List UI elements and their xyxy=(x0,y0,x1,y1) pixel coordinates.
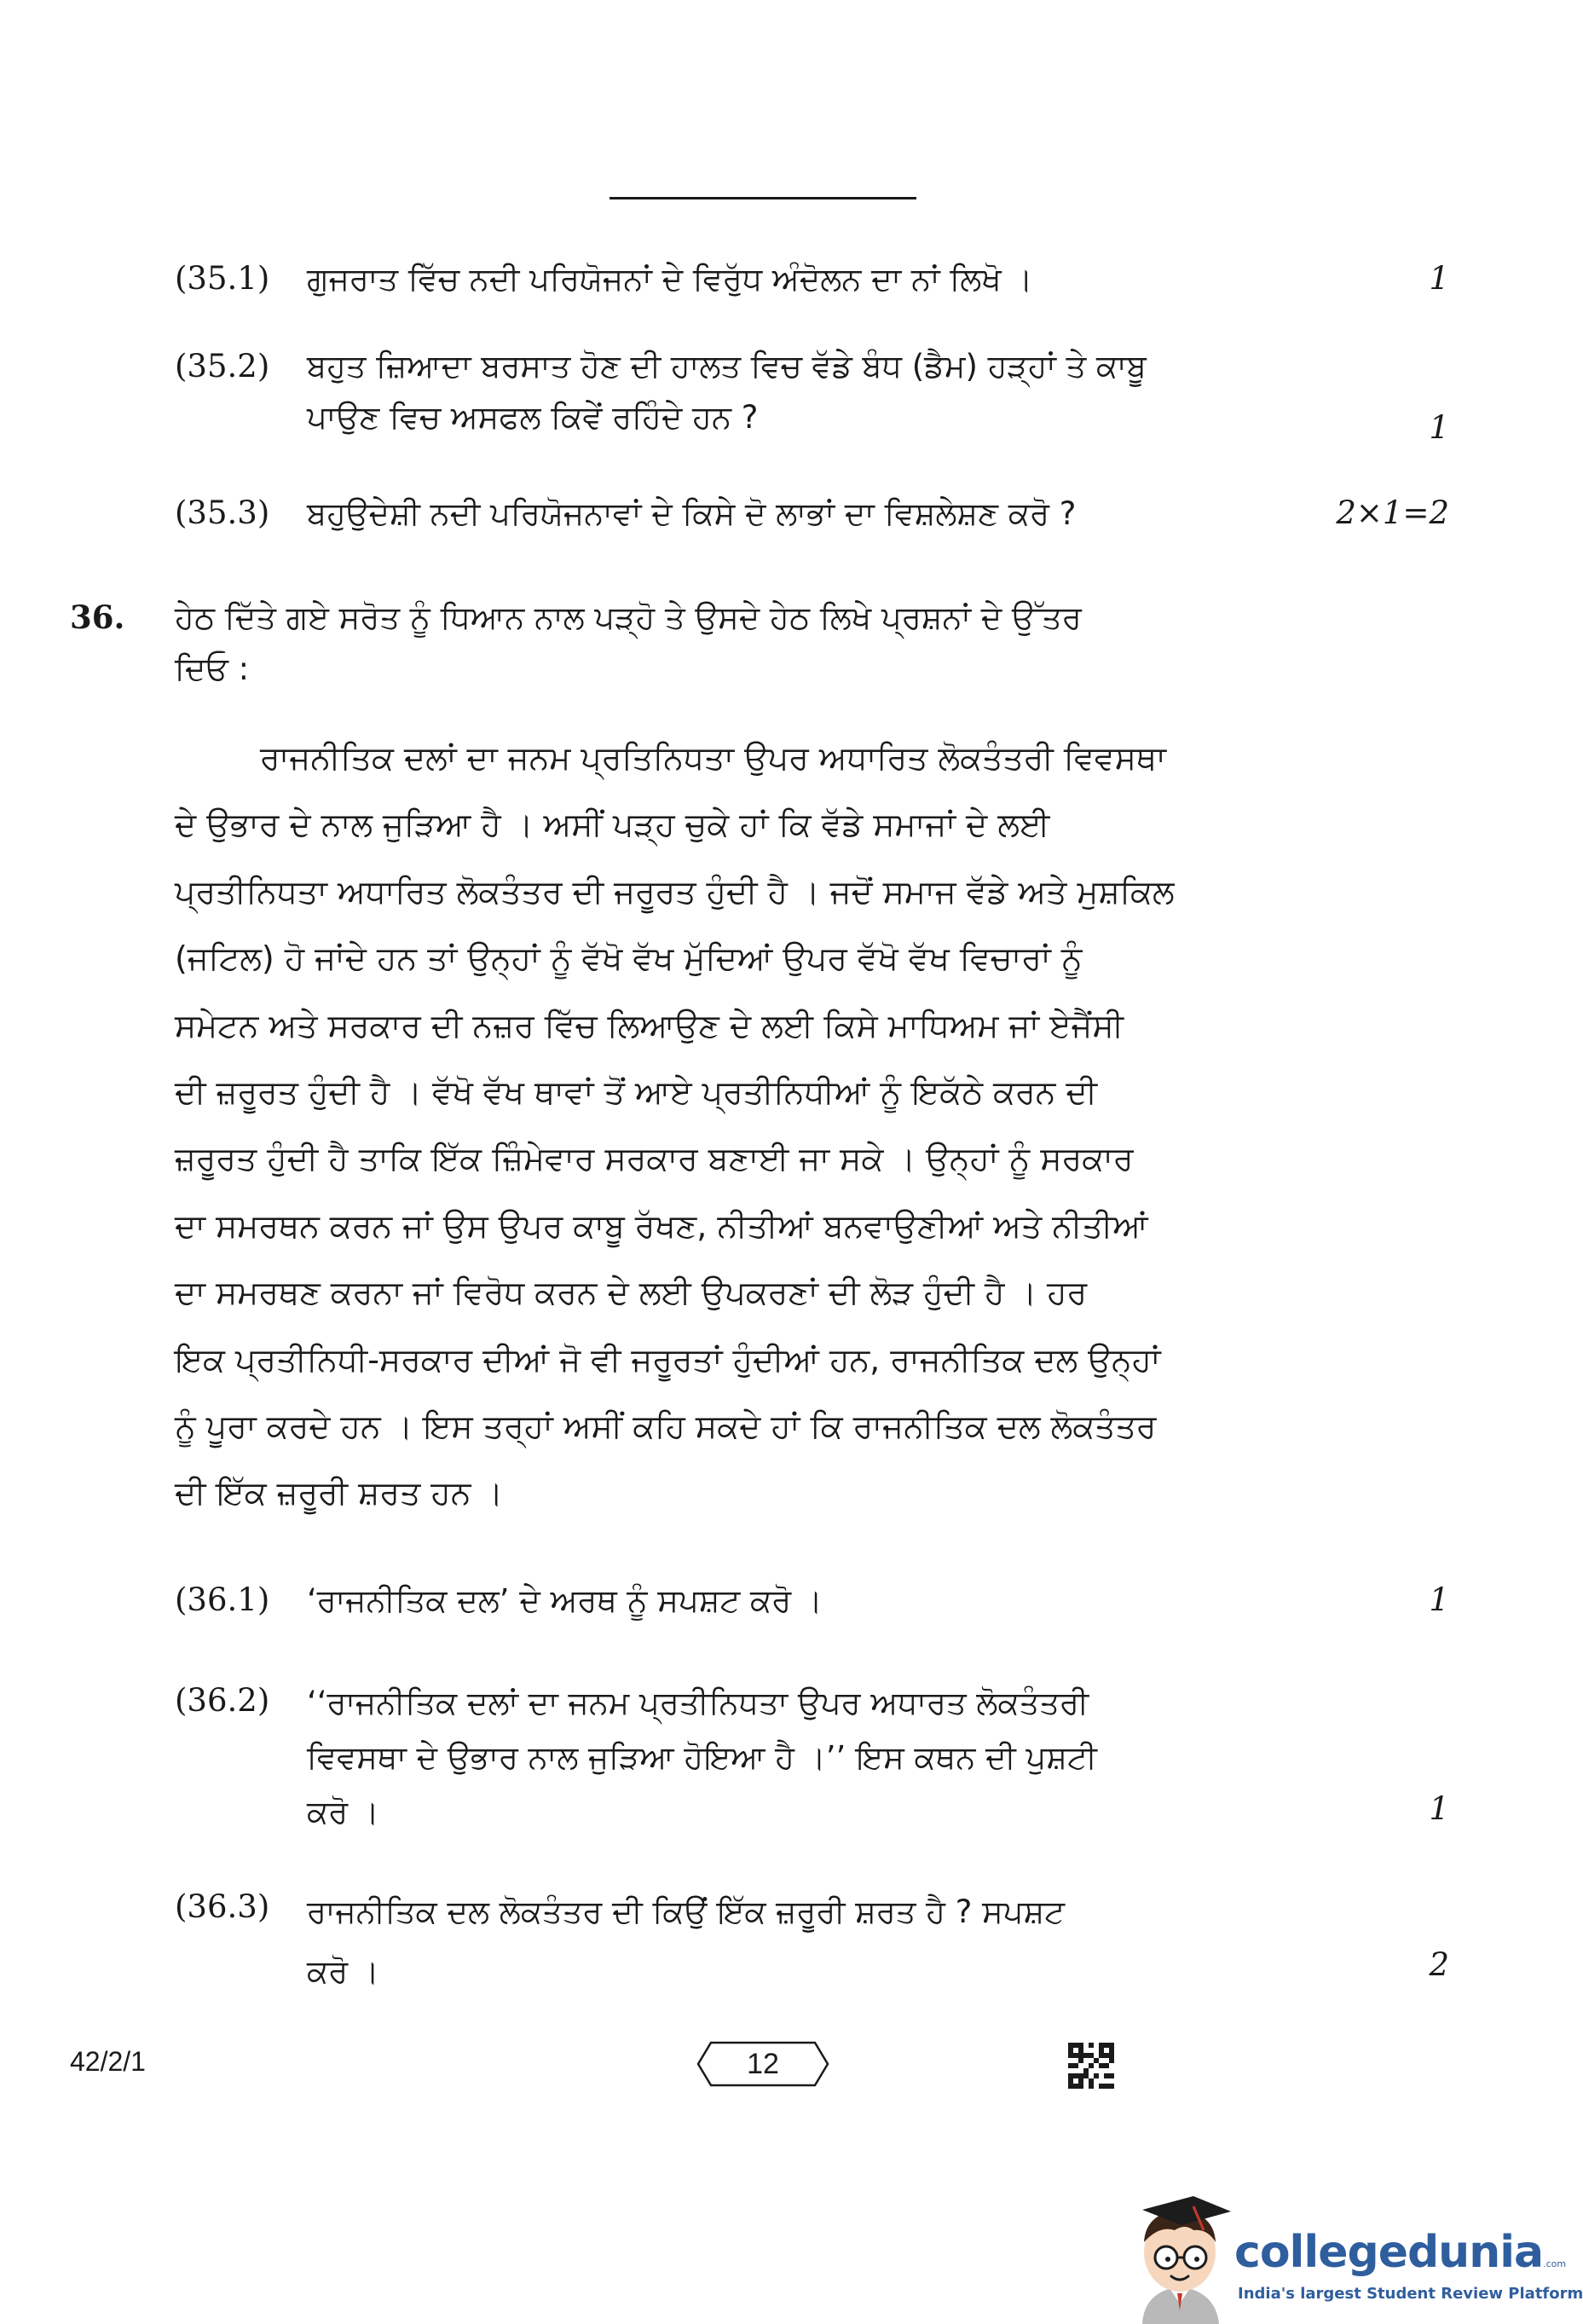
source-passage: ਰਾਜਨੀਤਿਕ ਦਲਾਂ ਦਾ ਜਨਮ ਪ੍ਰਤਿਨਿਧਤਾ ਉਪਰ ਅਧਾਰਿਤ ਲੋਕਤੰਤਰੀ ਵਿਵਸਥਾ ਦੇ ਉਭਾਰ ਦੇ ਨਾਲ ਜੁੜਿਆ ਹੈ । ਅਸੀਂ ਪੜ੍ਹ ਚੁਕੇ ਹਾਂ ਕਿ ਵੱਡੇ ਸਮਾਜਾਂ ਦੇ ਲਈ ਪ੍ਰਤੀਨਿਧਤਾ ਅਧਾਰਿਤ ਲੋਕਤੰਤਰ ਦੀ ਜਰੂਰਤ ਹੁੰਦੀ ਹੈ । ਜਦੋਂ ਸਮਾਜ ਵੱਡੇ ਅਤੇ ਮੁਸ਼ਕਿਲ (ਜਟਿਲ) ਹੋ ਜਾਂਦੇ ਹਨ ਤਾਂ ਉਨ੍ਹਾਂ ਨੂੰ ਵੱਖੋ ਵੱਖ ਮੁੱਦਿਆਂ ਉਪਰ ਵੱਖੋ ਵੱਖ ਵਿਚਾਰਾਂ ਨੂੰ ਸਮੇਟਨ ਅਤੇ ਸਰਕਾਰ ਦੀ ਨਜ਼ਰ ਵਿੱਚ ਲਿਆਉਣ ਦੇ ਲਈ ਕਿਸੇ ਮਾਧਿਅਮ ਜਾਂ ਏਜੈਂਸੀ ਦੀ ਜ਼ਰੂਰਤ ਹੁੰਦੀ ਹੈ । ਵੱਖੋ ਵੱਖ ਥਾਵਾਂ ਤੋਂ ਆਏ ਪ੍ਰਤੀਨਿਧੀਆਂ ਨੂੰ ਇਕੱਠੇ ਕਰਨ ਦੀ ਜ਼ਰੂਰਤ ਹੁੰਦੀ ਹੈ ਤਾਕਿ ਇੱਕ ਜ਼ਿੰਮੇਵਾਰ ਸਰਕਾਰ ਬਣਾਈ ਜਾ ਸਕੇ । ਉਨ੍ਹਾਂ ਨੂੰ ਸਰਕਾਰ ਦਾ ਸਮਰਥਨ ਕਰਨ ਜਾਂ ਉਸ ਉਪਰ ਕਾਬੂ ਰੱਖਣ, ਨੀਤੀਆਂ ਬਨਵਾਉਣੀਆਂ ਅਤੇ ਨੀਤੀਆਂ ਦਾ ਸਮਰਥਣ ਕਰਨਾ ਜਾਂ ਵਿਰੋਧ ਕਰਨ ਦੇ ਲਈ ਉਪਕਰਣਾਂ ਦੀ ਲੋੜ ਹੁੰਦੀ ਹੈ । ਹਰ ਇਕ ਪ੍ਰਤੀਨਿਧੀ-ਸਰਕਾਰ ਦੀਆਂ ਜੋ ਵੀ ਜਰੂਰਤਾਂ ਹੁੰਦੀਆਂ ਹਨ, ਰਾਜਨੀਤਿਕ ਦਲ ਉਨ੍ਹਾਂ ਨੂੰ ਪੂਰਾ ਕਰਦੇ ਹਨ । ਇਸ ਤਰ੍ਹਾਂ ਅਸੀਂ ਕਹਿ ਸਕਦੇ ਹਾਂ ਕਿ ਰਾਜਨੀਤਿਕ ਦਲ ਲੋਕਤੰਤਰ ਦੀ ਇੱਕ ਜ਼ਰੂਰੀ ਸ਼ਰਤ ਹਨ । xyxy=(175,739,1175,1512)
marks: 1 xyxy=(1429,1790,1449,1827)
marks: 2 xyxy=(1429,1946,1449,1983)
subquestion-text: ਗੁਜਰਾਤ ਵਿੱਚ ਨਦੀ ਪਰਿਯੋਜਨਾਂ ਦੇ ਵਿਰੁੱਧ ਅੰਦੋਲਨ ਦਾ ਨਾਂ ਲਿਖੋ । xyxy=(307,261,1033,298)
subquestion-number: (35.1) xyxy=(175,260,270,297)
logo-wordmark: collegedunia.com xyxy=(1234,2227,1567,2278)
subquestion-text: ਰਾਜਨੀਤਿਕ ਦਲ ਲੋਕਤੰਤਰ ਦੀ ਕਿਉਂ ਇੱਕ ਜ਼ਰੂਰੀ ਸ਼ਰਤ ਹੈ ? ਸਪਸ਼ਟ ਕਰੋ । xyxy=(307,1893,1065,1990)
logo-tagline: India's largest Student Review Platform xyxy=(1238,2285,1583,2303)
subquestion-text: ਬਹੁਉਦੇਸ਼ੀ ਨਦੀ ਪਰਿਯੋਜਨਾਵਾਂ ਦੇ ਕਿਸੇ ਦੋ ਲਾਭਾਂ ਦਾ ਵਿਸ਼ਲੇਸ਼ਣ ਕਰੋ ? xyxy=(307,495,1077,532)
question-number: 36. xyxy=(70,598,125,636)
subquestion-text: ਬਹੁਤ ਜ਼ਿਆਦਾ ਬਰਸਾਤ ਹੋਣ ਦੀ ਹਾਲਤ ਵਿਚ ਵੱਡੇ ਬੰਧ (ਡੈਮ) ਹੜ੍ਹਾਂ ਤੇ ਕਾਬੂ ਪਾਉਣ ਵਿਚ ਅਸਫਲ ਕਿਵੇਂ ਰਹਿੰਦੇ ਹਨ ? xyxy=(307,348,1147,436)
subquestion-number: (35.2) xyxy=(175,348,270,384)
marks: 1 xyxy=(1429,260,1449,297)
marks: 2×1=2 xyxy=(1336,494,1449,531)
subquestion-text: ‘‘ਰਾਜਨੀਤਿਕ ਦਲਾਂ ਦਾ ਜਨਮ ਪ੍ਰਤੀਨਿਧਤਾ ਉਪਰ ਅਧਾਰਤ ਲੋਕਤੰਤਰੀ ਵਿਵਸਥਾ ਦੇ ਉਭਾਰ ਨਾਲ ਜੁੜਿਆ ਹੋਇਆ ਹੈ ।’’ ਇਸ ਕਥਨ ਦੀ ਪੁਸ਼ਟੀ ਕਰੋ । xyxy=(307,1685,1097,1830)
subquestion-number: (36.3) xyxy=(175,1888,270,1925)
subquestion-number: (35.3) xyxy=(175,494,270,531)
top-divider xyxy=(610,197,916,199)
collegedunia-logo xyxy=(1125,2191,1583,2324)
qr-code-icon xyxy=(1068,2043,1114,2089)
subquestion-text: ‘ਰਾਜਨੀਤਿਕ ਦਲ’ ਦੇ ਅਰਥ ਨੂੰ ਸਪਸ਼ਟ ਕਰੋ । xyxy=(307,1582,823,1619)
marks: 1 xyxy=(1429,409,1449,446)
paper-code: 42/2/1 xyxy=(70,2046,146,2077)
subquestion-number: (36.2) xyxy=(175,1682,270,1719)
student-mascot-icon xyxy=(1125,2191,1236,2324)
subquestion-number: (36.1) xyxy=(175,1581,270,1618)
question-instruction: ਹੇਠ ਦਿੱਤੇ ਗਏ ਸਰੋਤ ਨੂੰ ਧਿਆਨ ਨਾਲ ਪੜ੍ਹੋ ਤੇ ਉਸਦੇ ਹੇਠ ਲਿਖੇ ਪ੍ਰਸ਼ਨਾਂ ਦੇ ਉੱਤਰ ਦਿਓ : xyxy=(175,599,1082,687)
page-number: 12 xyxy=(747,2048,779,2080)
marks: 1 xyxy=(1429,1581,1449,1618)
